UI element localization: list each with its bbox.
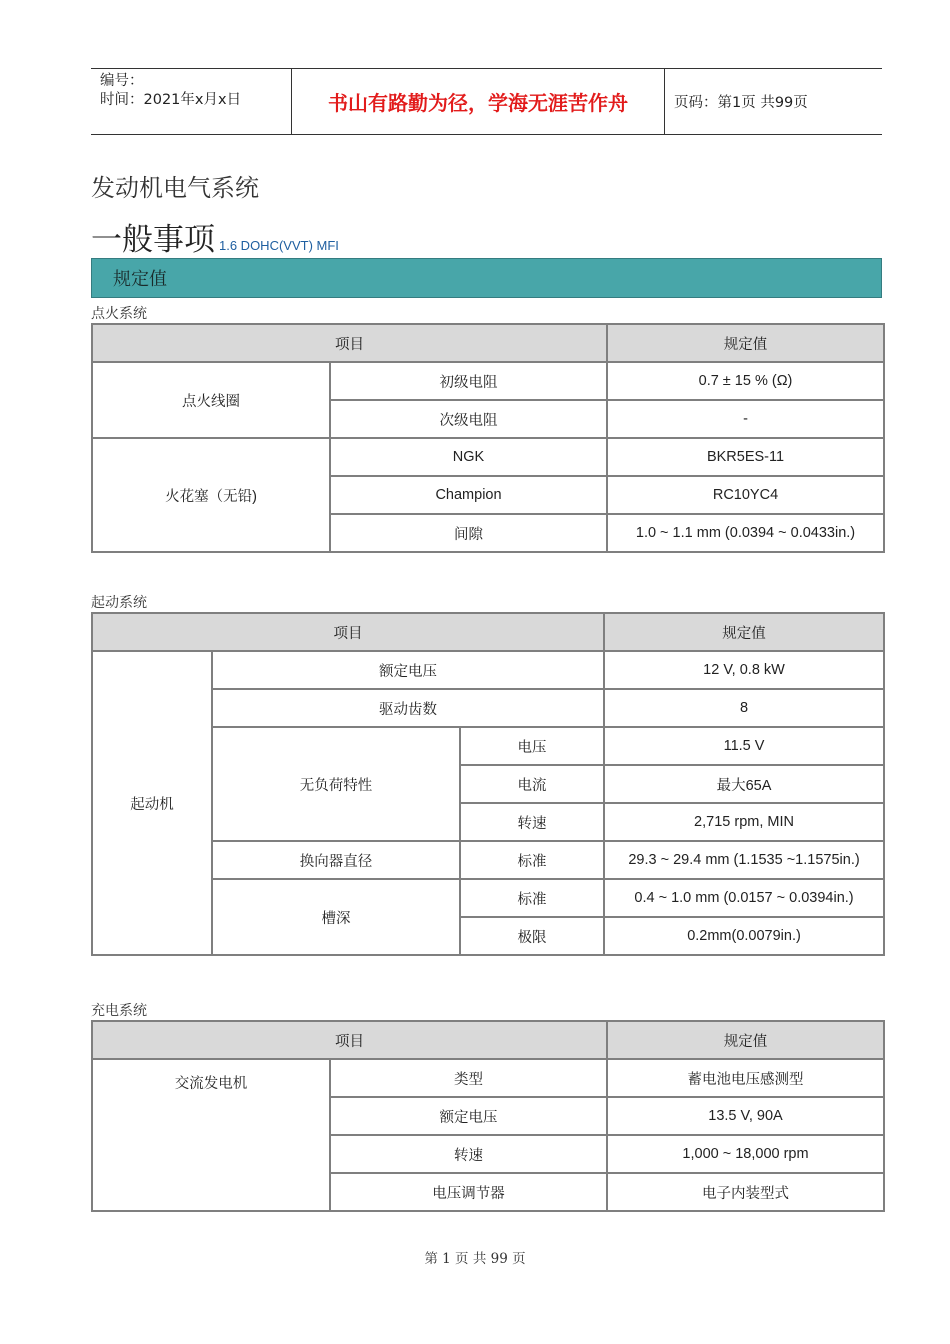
col-item: 项目 bbox=[92, 324, 607, 362]
header-time: 时间：2021年x月x日 bbox=[100, 92, 242, 108]
voltage-val: 11.5 V bbox=[604, 727, 884, 765]
rated-voltage-val: 13.5 V, 90A bbox=[607, 1097, 884, 1135]
spec-band: 规定值 bbox=[91, 258, 882, 298]
page-header bbox=[91, 68, 882, 135]
commutator-val: 29.3 ~ 29.4 mm (1.1535 ~1.1575in.) bbox=[604, 841, 884, 879]
table-row bbox=[92, 438, 884, 476]
table-row bbox=[92, 651, 884, 689]
type-cell: 类型 bbox=[330, 1059, 607, 1097]
commutator-std: 标准 bbox=[460, 841, 604, 879]
table-row bbox=[92, 324, 884, 362]
rated-voltage-cell: 额定电压 bbox=[212, 651, 604, 689]
header-info bbox=[91, 69, 292, 134]
ignition-table bbox=[91, 323, 885, 553]
champion-cell: Champion bbox=[330, 476, 607, 514]
current-val: 最大65A bbox=[604, 765, 884, 803]
document-title: 发动机电气系统 bbox=[91, 174, 259, 202]
gap-cell: 间隙 bbox=[330, 514, 607, 552]
limit-cell: 极限 bbox=[460, 917, 604, 955]
table-row bbox=[92, 1059, 884, 1097]
charging-table bbox=[91, 1020, 885, 1212]
no-load-cell: 无负荷特性 bbox=[212, 727, 460, 841]
ignition-label: 点火系统 bbox=[91, 306, 147, 322]
section-title bbox=[91, 214, 339, 259]
speed-cell: 转速 bbox=[330, 1135, 607, 1173]
table-row bbox=[92, 1021, 884, 1059]
teeth-cell: 驱动齿数 bbox=[212, 689, 604, 727]
table-row bbox=[92, 362, 884, 400]
col-value: 规定值 bbox=[607, 1021, 884, 1059]
teeth-val: 8 bbox=[604, 689, 884, 727]
section-title-text: 一般事项 bbox=[91, 222, 215, 258]
limit-val: 0.2mm(0.0079in.) bbox=[604, 917, 884, 955]
coil-cell: 点火线圈 bbox=[92, 362, 330, 438]
speed-val: 2,715 rpm, MIN bbox=[604, 803, 884, 841]
starter-cell: 起动机 bbox=[92, 651, 212, 955]
plug-cell: 火花塞（无铅) bbox=[92, 438, 330, 552]
regulator-val: 电子内装型式 bbox=[607, 1173, 884, 1211]
groove-cell: 槽深 bbox=[212, 879, 460, 955]
commutator-cell: 换向器直径 bbox=[212, 841, 460, 879]
charging-label: 充电系统 bbox=[91, 1003, 147, 1019]
primary-cell: 初级电阻 bbox=[330, 362, 607, 400]
secondary-cell: 次级电阻 bbox=[330, 400, 607, 438]
rated-voltage-cell: 额定电压 bbox=[330, 1097, 607, 1135]
current-cell: 电流 bbox=[460, 765, 604, 803]
ngk-cell: NGK bbox=[330, 438, 607, 476]
starting-label: 起动系统 bbox=[91, 595, 147, 611]
table-row bbox=[92, 613, 884, 651]
secondary-val: - bbox=[607, 400, 884, 438]
primary-val: 0.7 ± 15 % (Ω) bbox=[607, 362, 884, 400]
regulator-cell: 电压调节器 bbox=[330, 1173, 607, 1211]
groove-std: 标准 bbox=[460, 879, 604, 917]
header-number: 编号： bbox=[100, 73, 144, 89]
champion-val: RC10YC4 bbox=[607, 476, 884, 514]
page-footer: 第 1 页 共 99 页 bbox=[424, 1251, 526, 1267]
col-item: 项目 bbox=[92, 1021, 607, 1059]
type-val: 蓄电池电压感测型 bbox=[607, 1059, 884, 1097]
alternator-cell: 交流发电机 bbox=[92, 1059, 330, 1211]
ngk-val: BKR5ES-11 bbox=[607, 438, 884, 476]
col-item: 项目 bbox=[92, 613, 604, 651]
starting-table bbox=[91, 612, 885, 956]
rated-voltage-val: 12 V, 0.8 kW bbox=[604, 651, 884, 689]
gap-val: 1.0 ~ 1.1 mm (0.0394 ~ 0.0433in.) bbox=[607, 514, 884, 552]
groove-std-val: 0.4 ~ 1.0 mm (0.0157 ~ 0.0394in.) bbox=[604, 879, 884, 917]
header-page: 页码：第1页 共99页 bbox=[674, 95, 808, 111]
col-value: 规定值 bbox=[607, 324, 884, 362]
col-value: 规定值 bbox=[604, 613, 884, 651]
header-motto: 书山有路勤为径，学海无涯苦作舟 bbox=[292, 69, 665, 134]
section-model: 1.6 DOHC(VVT) MFI bbox=[219, 238, 339, 253]
voltage-cell: 电压 bbox=[460, 727, 604, 765]
speed-cell: 转速 bbox=[460, 803, 604, 841]
speed-val: 1,000 ~ 18,000 rpm bbox=[607, 1135, 884, 1173]
